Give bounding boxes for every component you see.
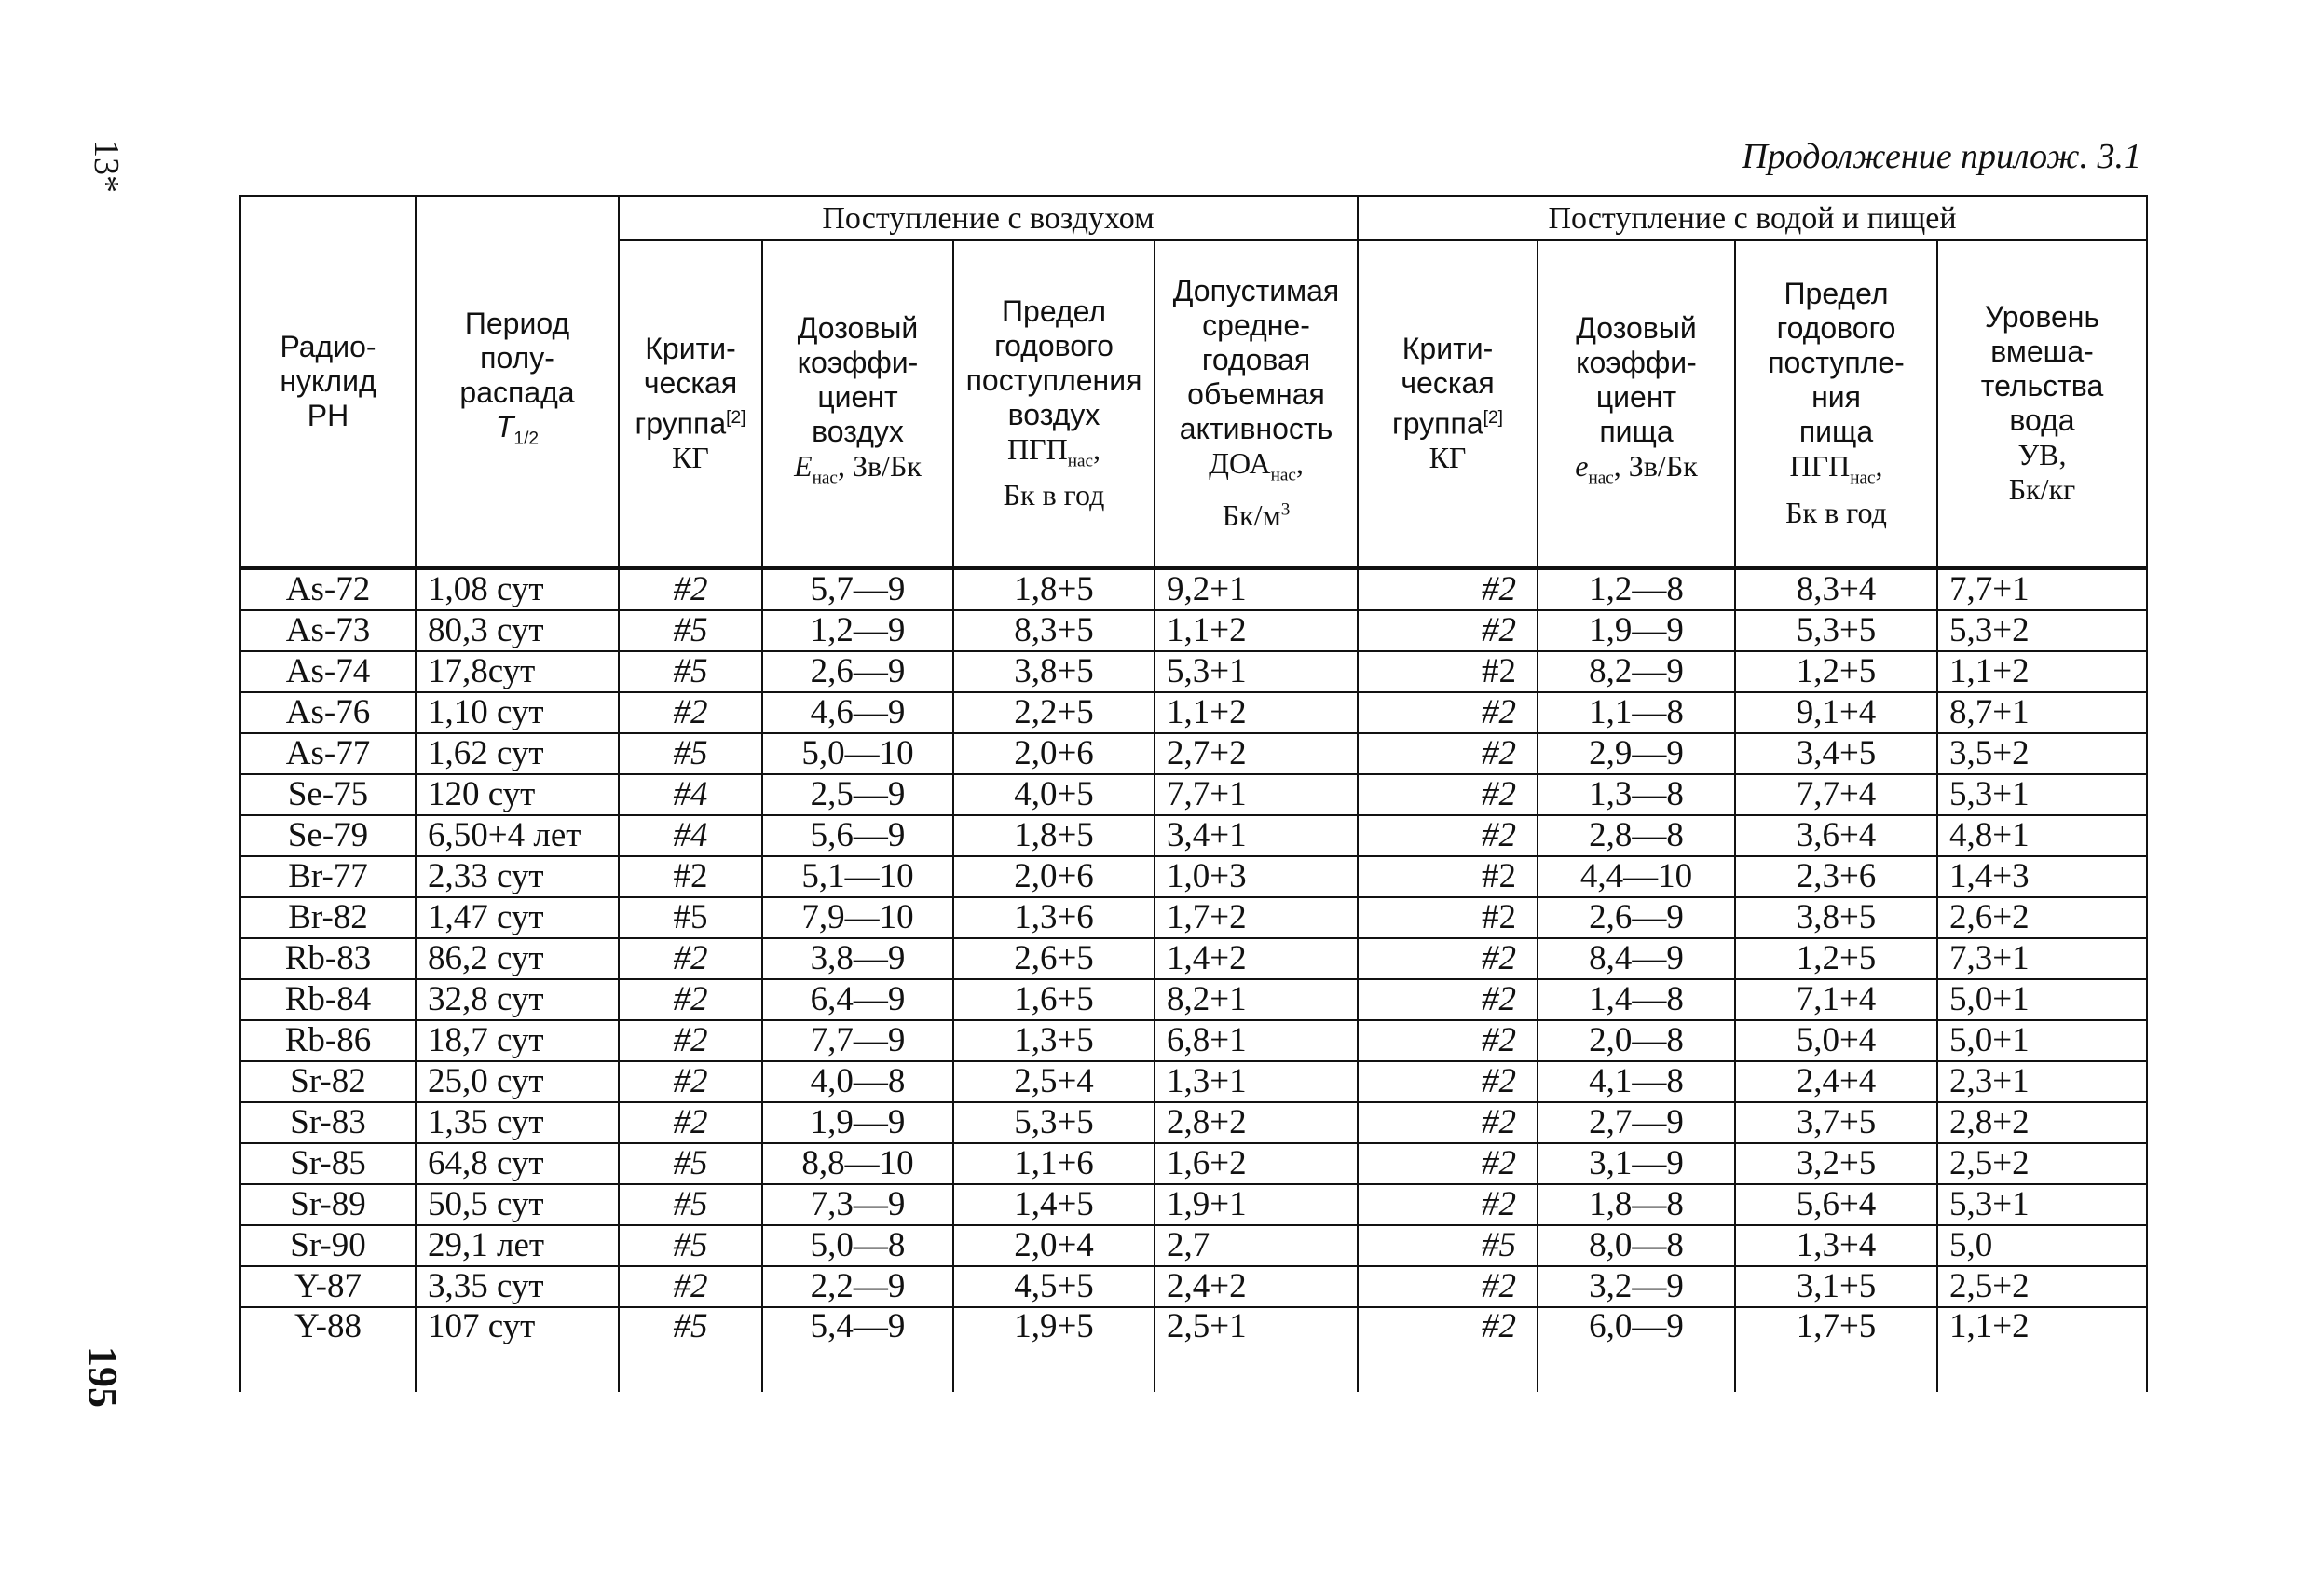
annual-intake-air-cell: 4,5+5: [953, 1266, 1155, 1307]
critical-group-water-cell: #2: [1442, 897, 1538, 938]
spacer-cell: [1358, 733, 1442, 774]
dose-coefficient-air-cell: 4,6—9: [762, 692, 953, 733]
dose-coefficient-air-cell: 7,9—10: [762, 897, 953, 938]
annual-intake-air-cell: 4,0+5: [953, 774, 1155, 815]
table-body: [240, 568, 2147, 1393]
nuclide-cell: Se-79: [240, 815, 416, 856]
dose-coefficient-air-cell: 2,5—9: [762, 774, 953, 815]
half-life-cell: 1,35 сут: [416, 1102, 619, 1143]
intervention-level-cell: 1,1+2: [1937, 651, 2147, 692]
spacer-cell: [1358, 1307, 1442, 1392]
annual-intake-water-cell: 1,2+5: [1735, 651, 1937, 692]
half-life-cell: 1,10 сут: [416, 692, 619, 733]
dose-coefficient-water-cell: 1,8—8: [1538, 1184, 1735, 1225]
dose-coefficient-water-cell: 3,2—9: [1538, 1266, 1735, 1307]
intervention-level-cell: 5,3+2: [1937, 610, 2147, 651]
dose-coefficient-water-cell: 4,4—10: [1538, 856, 1735, 897]
nuclide-cell: Br-82: [240, 897, 416, 938]
dose-coefficient-air-cell: 2,6—9: [762, 651, 953, 692]
table-row: [240, 1020, 2147, 1061]
table-row: [240, 856, 2147, 897]
spacer-cell: [1358, 815, 1442, 856]
annual-intake-water-cell: 7,1+4: [1735, 979, 1937, 1020]
dose-coefficient-water-cell: 1,1—8: [1538, 692, 1735, 733]
concentration-cell: 2,5+1: [1155, 1307, 1358, 1392]
half-life-cell: 50,5 сут: [416, 1184, 619, 1225]
dose-coefficient-air-cell: 6,4—9: [762, 979, 953, 1020]
half-life-cell: 32,8 сут: [416, 979, 619, 1020]
spacer-cell: [1358, 979, 1442, 1020]
dose-coefficient-air-cell: 5,4—9: [762, 1307, 953, 1392]
intervention-level-cell: 2,5+2: [1937, 1266, 2147, 1307]
critical-group-air-cell: #2: [619, 1266, 762, 1307]
nuclide-cell: As-73: [240, 610, 416, 651]
intervention-level-cell: 7,7+1: [1937, 568, 2147, 611]
header-annual-intake-air: Предел годового поступления воздух $ПГП_{нас}$, Бк в год: [953, 240, 1155, 568]
annual-intake-water-cell: 3,2+5: [1735, 1143, 1937, 1184]
dose-coefficient-air-cell: 7,7—9: [762, 1020, 953, 1061]
annual-intake-water-cell: 5,3+5: [1735, 610, 1937, 651]
half-life-cell: 80,3 сут: [416, 610, 619, 651]
critical-group-water-cell: #2: [1442, 568, 1538, 611]
annual-intake-air-cell: 2,6+5: [953, 938, 1155, 979]
nuclide-cell: Y-88: [240, 1307, 416, 1392]
dose-coefficient-air-cell: 5,0—8: [762, 1225, 953, 1266]
critical-group-water-cell: #2: [1442, 651, 1538, 692]
spacer-cell: [1358, 856, 1442, 897]
intervention-level-cell: 2,5+2: [1937, 1143, 2147, 1184]
critical-group-air-cell: #4: [619, 774, 762, 815]
header-allowed-concentration: Допустимая средне- годовая объемная активность $ДОА_{нас}$, $Бк/м^3$: [1155, 240, 1358, 568]
header-half-life: Период полу- распада $T_{1/2}$: [416, 196, 619, 568]
half-life-cell: 18,7 сут: [416, 1020, 619, 1061]
table-row: [240, 979, 2147, 1020]
annual-intake-air-cell: 1,8+5: [953, 815, 1155, 856]
dose-coefficient-air-cell: 1,9—9: [762, 1102, 953, 1143]
half-life-cell: 64,8 сут: [416, 1143, 619, 1184]
table-row: [240, 1061, 2147, 1102]
dose-coefficient-water-cell: 2,6—9: [1538, 897, 1735, 938]
annual-intake-air-cell: 1,1+6: [953, 1143, 1155, 1184]
spacer-cell: [1358, 938, 1442, 979]
annual-intake-air-cell: 2,0+6: [953, 856, 1155, 897]
intervention-level-cell: 5,0+1: [1937, 1020, 2147, 1061]
concentration-cell: 9,2+1: [1155, 568, 1358, 611]
intervention-level-cell: 2,3+1: [1937, 1061, 2147, 1102]
concentration-cell: 1,1+2: [1155, 610, 1358, 651]
critical-group-water-cell: #2: [1442, 1020, 1538, 1061]
dose-coefficient-water-cell: 3,1—9: [1538, 1143, 1735, 1184]
nuclide-cell: Se-75: [240, 774, 416, 815]
dose-coefficient-air-cell: 4,0—8: [762, 1061, 953, 1102]
annual-intake-air-cell: 8,3+5: [953, 610, 1155, 651]
dose-coefficient-air-cell: 1,2—9: [762, 610, 953, 651]
dose-coefficient-air-cell: 5,1—10: [762, 856, 953, 897]
table-row: [240, 815, 2147, 856]
table-row: [240, 568, 2147, 611]
critical-group-air-cell: #5: [619, 1225, 762, 1266]
annual-intake-water-cell: 2,4+4: [1735, 1061, 1937, 1102]
half-life-cell: 1,47 сут: [416, 897, 619, 938]
annual-intake-air-cell: 1,3+6: [953, 897, 1155, 938]
header-group-water: Поступление с водой и пищей: [1358, 196, 2147, 240]
header-intervention-level: Уровень вмеша- тельства вода УВ, Бк/кг: [1937, 240, 2147, 568]
concentration-cell: 2,7+2: [1155, 733, 1358, 774]
annual-intake-air-cell: 1,6+5: [953, 979, 1155, 1020]
concentration-cell: 1,4+2: [1155, 938, 1358, 979]
critical-group-air-cell: #2: [619, 1102, 762, 1143]
table-row: [240, 1225, 2147, 1266]
critical-group-air-cell: #2: [619, 1020, 762, 1061]
nuclide-cell: As-74: [240, 651, 416, 692]
intervention-level-cell: 7,3+1: [1937, 938, 2147, 979]
nuclide-cell: As-72: [240, 568, 416, 611]
dose-coefficient-water-cell: 8,0—8: [1538, 1225, 1735, 1266]
critical-group-water-cell: #5: [1442, 1225, 1538, 1266]
annual-intake-water-cell: 3,4+5: [1735, 733, 1937, 774]
dose-coefficient-water-cell: 8,4—9: [1538, 938, 1735, 979]
annual-intake-air-cell: 2,0+4: [953, 1225, 1155, 1266]
critical-group-air-cell: #2: [619, 568, 762, 611]
concentration-cell: 1,3+1: [1155, 1061, 1358, 1102]
half-life-cell: 2,33 сут: [416, 856, 619, 897]
critical-group-water-cell: #2: [1442, 1143, 1538, 1184]
critical-group-water-cell: #2: [1442, 774, 1538, 815]
critical-group-water-cell: #2: [1442, 1307, 1538, 1392]
dose-coefficient-air-cell: 7,3—9: [762, 1184, 953, 1225]
critical-group-water-cell: #2: [1442, 856, 1538, 897]
concentration-cell: 1,6+2: [1155, 1143, 1358, 1184]
critical-group-air-cell: #2: [619, 692, 762, 733]
spacer-cell: [1358, 1225, 1442, 1266]
annual-intake-water-cell: 7,7+4: [1735, 774, 1937, 815]
critical-group-water-cell: #2: [1442, 815, 1538, 856]
nuclide-cell: Sr-90: [240, 1225, 416, 1266]
critical-group-air-cell: #5: [619, 897, 762, 938]
annual-intake-air-cell: 1,4+5: [953, 1184, 1155, 1225]
critical-group-water-cell: #2: [1442, 610, 1538, 651]
critical-group-water-cell: #2: [1442, 938, 1538, 979]
annual-intake-water-cell: 1,3+4: [1735, 1225, 1937, 1266]
dose-coefficient-water-cell: 2,9—9: [1538, 733, 1735, 774]
critical-group-air-cell: #5: [619, 1143, 762, 1184]
half-life-cell: 29,1 лет: [416, 1225, 619, 1266]
spacer-cell: [1358, 1020, 1442, 1061]
nuclide-cell: Sr-85: [240, 1143, 416, 1184]
header-group-air: Поступление с воздухом: [619, 196, 1358, 240]
dose-coefficient-water-cell: 8,2—9: [1538, 651, 1735, 692]
spacer-cell: [1358, 1102, 1442, 1143]
intervention-level-cell: 5,0: [1937, 1225, 2147, 1266]
critical-group-air-cell: #5: [619, 733, 762, 774]
concentration-cell: 1,1+2: [1155, 692, 1358, 733]
dose-coefficient-water-cell: 6,0—9: [1538, 1307, 1735, 1392]
annual-intake-water-cell: 3,6+4: [1735, 815, 1937, 856]
annual-intake-water-cell: 5,0+4: [1735, 1020, 1937, 1061]
spacer-cell: [1358, 610, 1442, 651]
half-life-cell: 1,08 сут: [416, 568, 619, 611]
radionuclide-table: [239, 195, 2148, 1392]
nuclide-cell: Sr-83: [240, 1102, 416, 1143]
critical-group-air-cell: #4: [619, 815, 762, 856]
dose-coefficient-air-cell: 8,8—10: [762, 1143, 953, 1184]
critical-group-water-cell: #2: [1442, 1061, 1538, 1102]
margin-mark: 13*: [87, 140, 126, 193]
intervention-level-cell: 8,7+1: [1937, 692, 2147, 733]
page-number: 195: [80, 1346, 126, 1408]
spacer-cell: [1358, 1184, 1442, 1225]
nuclide-cell: As-76: [240, 692, 416, 733]
spacer-cell: [1358, 651, 1442, 692]
annual-intake-air-cell: 1,8+5: [953, 568, 1155, 611]
annual-intake-water-cell: 5,6+4: [1735, 1184, 1937, 1225]
spacer-cell: [1358, 1266, 1442, 1307]
annual-intake-water-cell: 9,1+4: [1735, 692, 1937, 733]
spacer-cell: [1358, 568, 1442, 611]
dose-coefficient-air-cell: 2,2—9: [762, 1266, 953, 1307]
concentration-cell: 1,7+2: [1155, 897, 1358, 938]
critical-group-water-cell: #2: [1442, 979, 1538, 1020]
table-row: [240, 651, 2147, 692]
table-row: [240, 733, 2147, 774]
half-life-cell: 17,8сут: [416, 651, 619, 692]
critical-group-air-cell: #5: [619, 1307, 762, 1392]
spacer-cell: [1358, 692, 1442, 733]
table-row: [240, 692, 2147, 733]
critical-group-water-cell: #2: [1442, 1102, 1538, 1143]
critical-group-air-cell: #2: [619, 1061, 762, 1102]
annual-intake-air-cell: 5,3+5: [953, 1102, 1155, 1143]
concentration-cell: 2,8+2: [1155, 1102, 1358, 1143]
nuclide-cell: Y-87: [240, 1266, 416, 1307]
concentration-cell: 5,3+1: [1155, 651, 1358, 692]
dose-coefficient-water-cell: 2,0—8: [1538, 1020, 1735, 1061]
table-row: [240, 610, 2147, 651]
concentration-cell: 3,4+1: [1155, 815, 1358, 856]
annual-intake-water-cell: 1,7+5: [1735, 1307, 1937, 1392]
half-life-cell: 86,2 сут: [416, 938, 619, 979]
intervention-level-cell: 1,1+2: [1937, 1307, 2147, 1392]
concentration-cell: 1,0+3: [1155, 856, 1358, 897]
intervention-level-cell: 3,5+2: [1937, 733, 2147, 774]
intervention-level-cell: 5,0+1: [1937, 979, 2147, 1020]
critical-group-air-cell: #2: [619, 856, 762, 897]
header-critical-group-air: Крити- ческая группа[2] КГ: [619, 240, 762, 568]
half-life-cell: 25,0 сут: [416, 1061, 619, 1102]
nuclide-cell: Br-77: [240, 856, 416, 897]
spacer-cell: [1358, 897, 1442, 938]
table-row: [240, 774, 2147, 815]
half-life-cell: 6,50+4 лет: [416, 815, 619, 856]
concentration-cell: 8,2+1: [1155, 979, 1358, 1020]
annual-intake-water-cell: 3,1+5: [1735, 1266, 1937, 1307]
table-row: [240, 1143, 2147, 1184]
table-row: [240, 1266, 2147, 1307]
annual-intake-water-cell: 3,7+5: [1735, 1102, 1937, 1143]
dose-coefficient-water-cell: 1,9—9: [1538, 610, 1735, 651]
annual-intake-air-cell: 2,0+6: [953, 733, 1155, 774]
annual-intake-air-cell: 3,8+5: [953, 651, 1155, 692]
annual-intake-air-cell: 2,2+5: [953, 692, 1155, 733]
header-dose-coefficient-air: Дозовый коэффи- циент воздух $E_{нас}$, Зв/Бк: [762, 240, 953, 568]
nuclide-cell: As-77: [240, 733, 416, 774]
dose-coefficient-water-cell: 4,1—8: [1538, 1061, 1735, 1102]
table-caption: Продолжение прилож. 3.1: [1742, 137, 2141, 176]
header-radionuclide: Радио- нуклид РН: [240, 196, 416, 568]
annual-intake-water-cell: 2,3+6: [1735, 856, 1937, 897]
header-critical-group-water: Крити- ческая группа[2] КГ: [1358, 240, 1538, 568]
critical-group-air-cell: #5: [619, 610, 762, 651]
critical-group-water-cell: #2: [1442, 733, 1538, 774]
annual-intake-air-cell: 1,9+5: [953, 1307, 1155, 1392]
concentration-cell: 1,9+1: [1155, 1184, 1358, 1225]
header-dose-coefficient-water: Дозовый коэффи- циент пища $e_{нас}$, Зв/Бк: [1538, 240, 1735, 568]
intervention-level-cell: 5,3+1: [1937, 1184, 2147, 1225]
intervention-level-cell: 5,3+1: [1937, 774, 2147, 815]
intervention-level-cell: 1,4+3: [1937, 856, 2147, 897]
critical-group-air-cell: #2: [619, 938, 762, 979]
header-annual-intake-water: Предел годового поступле- ния пища $ПГП_{нас}$, Бк в год: [1735, 240, 1937, 568]
dose-coefficient-water-cell: 1,3—8: [1538, 774, 1735, 815]
dose-coefficient-water-cell: 2,8—8: [1538, 815, 1735, 856]
table-row: [240, 1184, 2147, 1225]
table-row: [240, 897, 2147, 938]
concentration-cell: 6,8+1: [1155, 1020, 1358, 1061]
concentration-cell: 7,7+1: [1155, 774, 1358, 815]
intervention-level-cell: 2,8+2: [1937, 1102, 2147, 1143]
dose-coefficient-water-cell: 1,4—8: [1538, 979, 1735, 1020]
critical-group-air-cell: #5: [619, 651, 762, 692]
intervention-level-cell: 2,6+2: [1937, 897, 2147, 938]
nuclide-cell: Rb-83: [240, 938, 416, 979]
critical-group-water-cell: #2: [1442, 1184, 1538, 1225]
annual-intake-air-cell: 1,3+5: [953, 1020, 1155, 1061]
annual-intake-water-cell: 3,8+5: [1735, 897, 1937, 938]
dose-coefficient-air-cell: 5,0—10: [762, 733, 953, 774]
dose-coefficient-water-cell: 2,7—9: [1538, 1102, 1735, 1143]
spacer-cell: [1358, 774, 1442, 815]
critical-group-air-cell: #2: [619, 979, 762, 1020]
annual-intake-air-cell: 2,5+4: [953, 1061, 1155, 1102]
table-row: [240, 1102, 2147, 1143]
critical-group-water-cell: #2: [1442, 1266, 1538, 1307]
spacer-cell: [1358, 1061, 1442, 1102]
dose-coefficient-air-cell: 5,7—9: [762, 568, 953, 611]
spacer-cell: [1358, 1143, 1442, 1184]
nuclide-cell: Sr-89: [240, 1184, 416, 1225]
half-life-cell: 120 сут: [416, 774, 619, 815]
annual-intake-water-cell: 1,2+5: [1735, 938, 1937, 979]
nuclide-cell: Rb-86: [240, 1020, 416, 1061]
dose-coefficient-air-cell: 5,6—9: [762, 815, 953, 856]
half-life-cell: 3,35 сут: [416, 1266, 619, 1307]
nuclide-cell: Sr-82: [240, 1061, 416, 1102]
concentration-cell: 2,7: [1155, 1225, 1358, 1266]
annual-intake-water-cell: 8,3+4: [1735, 568, 1937, 611]
table-row: [240, 938, 2147, 979]
critical-group-water-cell: #2: [1442, 692, 1538, 733]
intervention-level-cell: 4,8+1: [1937, 815, 2147, 856]
concentration-cell: 2,4+2: [1155, 1266, 1358, 1307]
half-life-cell: 1,62 сут: [416, 733, 619, 774]
dose-coefficient-water-cell: 1,2—8: [1538, 568, 1735, 611]
critical-group-air-cell: #5: [619, 1184, 762, 1225]
table-row: [240, 1307, 2147, 1392]
nuclide-cell: Rb-84: [240, 979, 416, 1020]
dose-coefficient-air-cell: 3,8—9: [762, 938, 953, 979]
half-life-cell: 107 сут: [416, 1307, 619, 1392]
